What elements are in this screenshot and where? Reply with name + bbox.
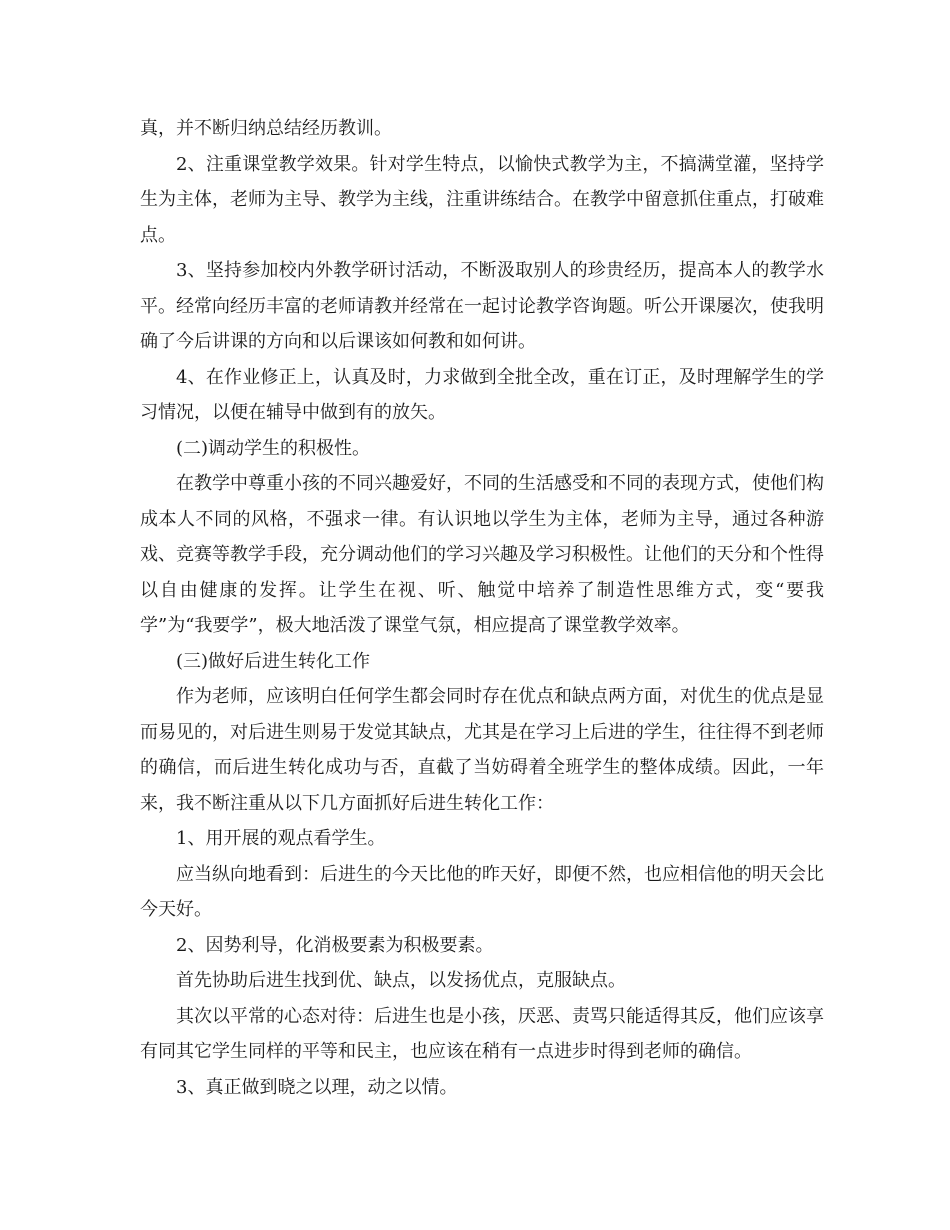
list-item-reason-and-emotion: 3、真正做到晓之以理，动之以情。 [176,1076,458,1098]
paragraph-continuation: 真，并不断归纳总结经历教训。 [140,118,392,139]
paragraph-development-view: 应当纵向地看到：后进生的今天比他的昨天好，即便不然，也应相信他的明天会比今天好。 [140,863,824,920]
list-item-development-view: 1、用开展的观点看学生。 [176,828,386,849]
paragraph-find-strengths: 首先协助后进生找到优、缺点，以发扬优点，克服缺点。 [176,970,626,991]
paragraph-motivation: 在教学中尊重小孩的不同兴趣爱好，不同的生活感受和不同的表现方式，使他们构成本人不同的风格，不强求一律。有认识地以学生为主体，老师为主导，通过各种游戏、竞赛等教学手段，充分调动他们的学习兴趣及学习积极性。让他们的天分和个性得以自由健康的发挥。让学生在视、听、触觉中培养了制造性思维方式，变“要我学”为“我要学”，极大地活泼了课堂气氛，相应提高了课堂教学效率。 [140,473,824,636]
paragraph-classroom-effect: 2、注重课堂教学效果。针对学生特点，以愉快式教学为主，不搞满堂灌，坚持学生为主体，老师为主导、教学为主线，注重讲练结合。在教学中留意抓住重点，打破难点。 [140,153,824,246]
document-body [140,111,824,1105]
paragraph-homework-correction: 4、在作业修正上，认真及时，力求做到全批全改，重在订正，及时理解学生的学习情况，以便在辅导中做到有的放矢。 [140,366,824,423]
section-heading-struggling-students: (三)做好后进生转化工作 [176,650,371,672]
paragraph-equal-treatment: 其次以平常的心态对待：后进生也是小孩，厌恶、责骂只能适得其反，他们应该享有同其它学生同样的平等和民主，也应该在稍有一点进步时得到老师的确信。 [140,1005,824,1062]
paragraph-struggling-students: 作为老师，应该明白任何学生都会同时存在优点和缺点两方面，对优生的优点是显而易见的，对后进生则易于发觉其缺点，尤其是在学习上后进的学生，往往得不到老师的确信，而后进生转化成功与否，直截了当妨碍着全班学生的整体成绩。因此，一年来，我不断注重从以下几方面抓好后进生转化工作： [140,686,824,814]
paragraph-research-activities: 3、坚持参加校内外教学研讨活动，不断汲取别人的珍贵经历，提高本人的教学水平。经常向经历丰富的老师请教并经常在一起讨论教学咨询题。听公开课屡次，使我明确了今后讲课的方向和以后课该如何教和如何讲。 [140,260,824,352]
list-item-guidance: 2、因势利导，化消极要素为积极要素。 [176,934,494,956]
section-heading-motivation: (二)调动学生的积极性。 [176,437,371,459]
